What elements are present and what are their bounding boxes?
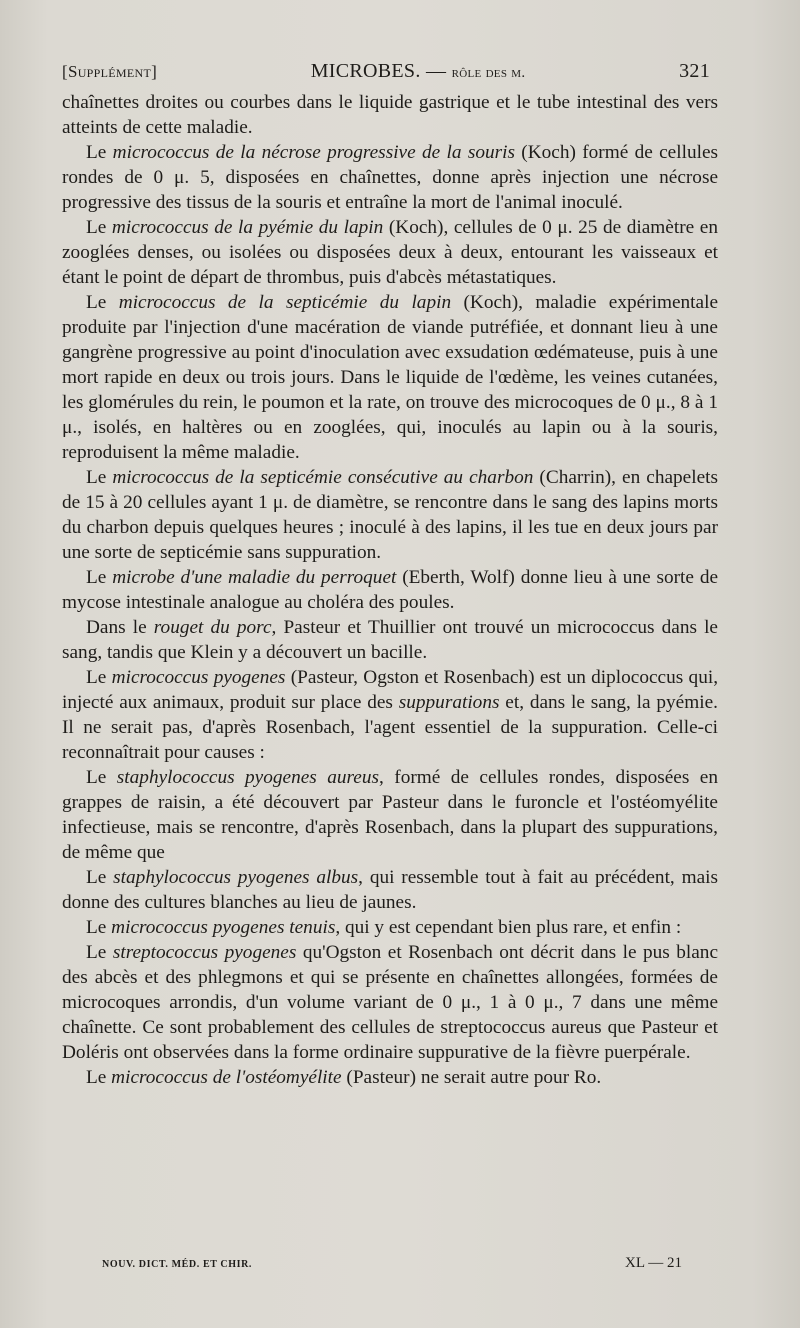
text-run: Le [86,667,112,688]
paragraph [62,665,718,765]
text-run: , Pasteur et Thuillier ont trouvé un micrococcus dans le sang, tandis que Klein y a découvert un bacille. [62,617,718,663]
text-run: Le [86,292,119,313]
text-run: Dans le [86,617,154,638]
italic-term: micrococcus de la nécrose progressive de la souris [112,142,515,163]
page-footer [102,1255,682,1272]
italic-term: micrococcus de la pyémie du lapin [111,217,384,238]
footer-source: NOUV. DICT. MÉD. ET CHIR. [102,1259,253,1270]
italic-term: micrococcus pyogenes [111,667,286,688]
italic-term: micrococcus de l'ostéomyélite [111,1067,342,1088]
header-subtitle: rôle des m. [451,65,526,81]
paragraph [62,940,718,1065]
paragraph [62,140,718,215]
text-run: , qui ressemble tout à fait au précédent, mais donne des cultures blanches au lieu de jaunes. [62,867,719,913]
body-text [62,90,718,1090]
text-run: (Charrin), en chapelets de 15 à 20 cellules ayant 1 μ. de diamètre, se rencontre dans le sang des lapins morts du charbon depuis quelques heures ; inoculé à des lapins, il les tue en deux jours par une sorte de septicémie sans suppuration. [62,467,718,563]
text-run: (Koch) formé de cellules rondes de 0 μ. 5, disposées en chaînettes, donne après injection une nécrose progressive des tissus de la souris et entraîne la mort de l'animal inoculé. [62,142,719,213]
italic-term: staphylococcus pyogenes albus [113,867,359,888]
text-run: (Pasteur) ne serait autre pour Ro. [341,1067,602,1088]
italic-term: staphylococcus pyogenes aureus [116,767,380,788]
paragraph [62,215,718,290]
footer-signature: XL — 21 [625,1255,682,1271]
text-run: Le [86,942,113,963]
header-title-group [311,60,526,83]
text-run: Le [86,142,113,163]
paragraph [62,465,718,565]
running-header [62,60,710,83]
text-run: chaînettes droites ou courbes dans le liquide gastrique et le tube intestinal des vers atteints de cette maladie. [62,92,718,138]
text-run: Le [86,917,112,938]
text-run: Le [86,867,114,888]
italic-term: micrococcus de la septicémie consécutive au charbon [112,467,534,488]
header-dash: — [425,60,447,82]
text-run: , qui y est cependant bien plus rare, et enfin : [335,917,682,938]
italic-term: microbe d'une maladie du perroquet [112,567,397,588]
italic-term: micrococcus de la septicémie du lapin [118,292,452,313]
text-run: (Koch), maladie expérimentale produite par l'injection d'une macération de viande putréfiée, et donnant lieu à une gangrène progressive au point d'inoculation avec exsudation œdémateuse, puis à une mort rapide en deux ou trois jours. Dans le liquide de l'œdème, les veines cutanées, les glomérules du rein, le poumon et la rate, on trouve des microcoques de 0 μ., 8 à 1 μ., isolés, en haltères ou en zooglées, qui, inoculés au lapin ou à la souris, reproduisent la même maladie. [62,292,719,463]
text-run: Le [86,467,113,488]
paragraph [62,290,718,465]
text-run: qu'Ogston et Rosenbach ont décrit dans le pus blanc des abcès et des phlegmons et qui se présente en chaînettes allongées, formées de microcoques arrondis, d'un volume variant de 0 μ., 1 à 0 μ., 7 dans une même chaînette. Ce sont probablement des cellules de streptococcus aureus que Pasteur et Doléris ont observées dans la forme ordinaire suppurative de la fièvre puerpérale. [62,942,719,1063]
paragraph [62,915,718,940]
paragraph [62,865,718,915]
text-run: (Eberth, Wolf) donne lieu à une sorte de mycose intestinale analogue au choléra des poules. [62,567,719,613]
paragraph [62,565,718,615]
header-title: MICROBES. [310,60,421,82]
italic-term: streptococcus pyogenes [112,942,297,963]
header-section-label: [Supplément] [62,62,158,81]
text-run: , formé de cellules rondes, disposées en grappes de raisin, a été découvert par Pasteur dans le furoncle et l'ostéomyélite infectieuse, mais se rencontre, d'après Rosenbach, dans la plupart des suppurations, de même que [62,767,719,863]
text-run: Le [86,567,113,588]
paragraph [62,1065,718,1090]
italic-term: micrococcus pyogenes tenuis [111,917,336,938]
text-run: Le [86,1067,112,1088]
text-run: Le [86,767,117,788]
paragraph [62,765,718,865]
italic-term: rouget du porc [153,617,272,638]
paragraph [62,615,718,665]
text-run: Le [86,217,112,238]
text-run: (Pasteur, Ogston et Rosenbach) est un diplococcus qui, injecté aux animaux, produit sur place des [62,667,719,713]
page-number: 321 [679,60,710,82]
text-run: et, dans le sang, la pyémie. Il ne serait pas, d'après Rosenbach, l'agent essentiel de la suppuration. Celle-ci reconnaîtrait pour causes : [62,692,718,763]
paragraph [62,90,718,140]
text-run: (Koch), cellules de 0 μ. 25 de diamètre en zooglées denses, ou isolées ou disposées deux à deux, entourant les vaisseaux et étant le point de départ de thrombus, puis d'abcès métastatiques. [62,217,718,288]
italic-term: suppurations [398,692,500,713]
